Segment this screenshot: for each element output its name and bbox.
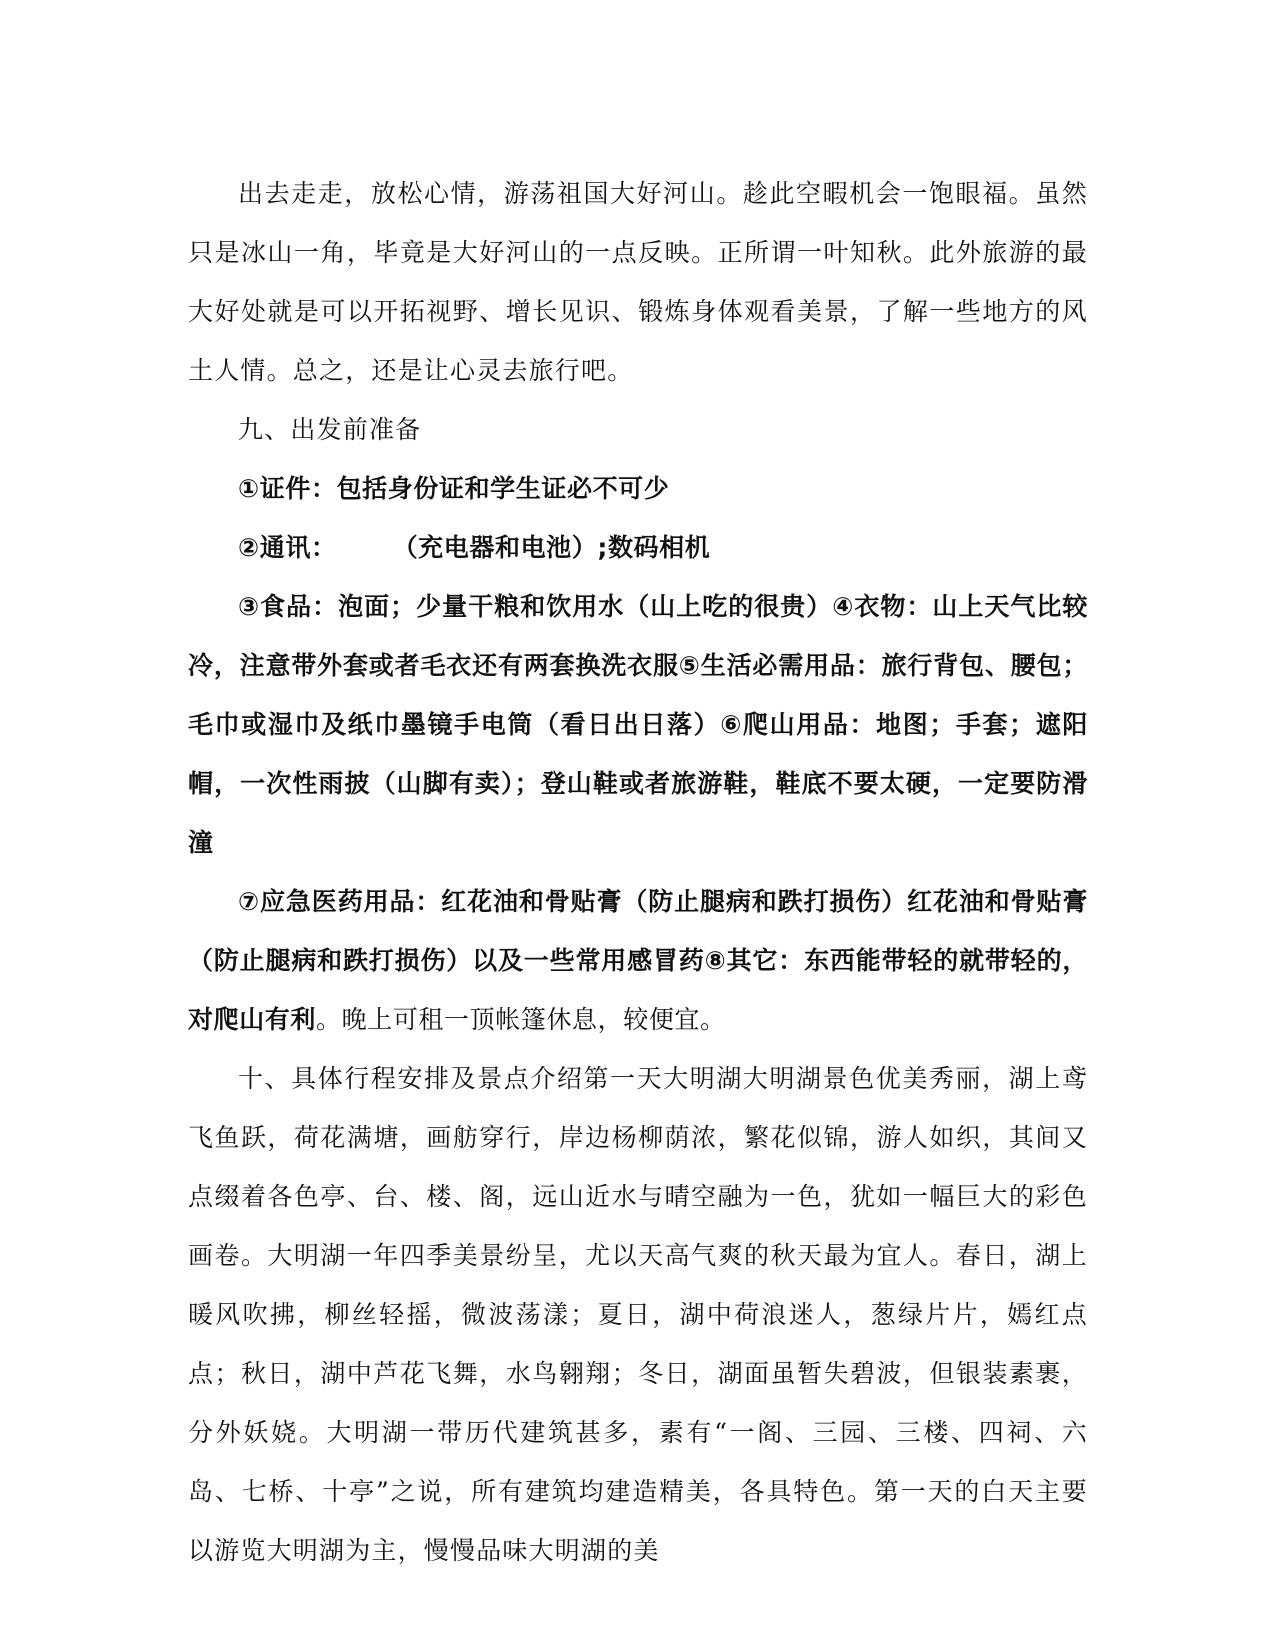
item-medicine-other (188, 872, 1088, 1049)
item-medicine-plain-text: 。晚上可租一顶帐篷休息，较便宜。 (316, 1005, 726, 1034)
item-communication-text: （充电器和电池）;数码相机 (392, 533, 711, 562)
item-communication (188, 518, 1088, 577)
intro-paragraph: 出去走走，放松心情，游荡祖国大好河山。趁此空暇机会一饱眼福。虽然只是冰山一角，毕竟是大好河山的一点反映。正所谓一叶知秋。此外旅游的最大好处就是可以开拓视野、增长见识、锻炼身体观看美景，了解一些地方的风土人情。总之，还是让心灵去旅行吧。 (188, 179, 1088, 385)
items-food-clothing-gear: ③食品：泡面；少量干粮和饮用水（山上吃的很贵）④衣物：山上天气比较冷，注意带外套或者毛衣还有两套换洗衣服⑤生活必需用品：旅行背包、腰包；毛巾或湿巾及纸巾墨镜手电筒（看日出日落）⑥爬山用品：地图；手套；遮阳帽，一次性雨披（山脚有卖）；登山鞋或者旅游鞋，鞋底不要太硬，一定要防滑潼 (188, 592, 1088, 857)
section-heading-preparation: 九、出发前准备 (238, 415, 422, 444)
item-documents: ①证件：包括身份证和学生证必不可少 (238, 474, 670, 503)
document-body (188, 164, 1088, 1580)
item-communication-label: ②通讯： (238, 533, 337, 562)
itinerary-paragraph: 十、具体行程安排及景点介绍第一天大明湖大明湖景色优美秀丽，湖上鸢飞鱼跃，荷花满塘，画舫穿行，岸边杨柳荫浓，繁花似锦，游人如织，其间又点缀着各色亭、台、楼、阁，远山近水与晴空融为一色，犹如一幅巨大的彩色画卷。大明湖一年四季美景纷呈，尤以天高气爽的秋天最为宜人。春日，湖上暖风吹拂，柳丝轻摇，微波荡漾；夏日，湖中荷浪迷人，葱绿片片，嫣红点点；秋日，湖中芦花飞舞，水鸟翱翔；冬日，湖面虽暂失碧波，但银装素裹，分外妖娆。大明湖一带历代建筑甚多，素有“一阁、三园、三楼、四祠、六岛、七桥、十亭”之说，所有建筑均建造精美，各具特色。第一天的白天主要以游览大明湖为主，慢慢品味大明湖的美 (188, 1064, 1088, 1565)
item-medicine-bold-text: ⑦应急医药用品：红花油和骨贴膏（防止腿病和跌打损伤）红花油和骨贴膏（防止腿病和跌打损伤）以及一些常用感冒药⑧其它：东西能带轻的就带轻的，对爬山有利 (188, 887, 1088, 1034)
